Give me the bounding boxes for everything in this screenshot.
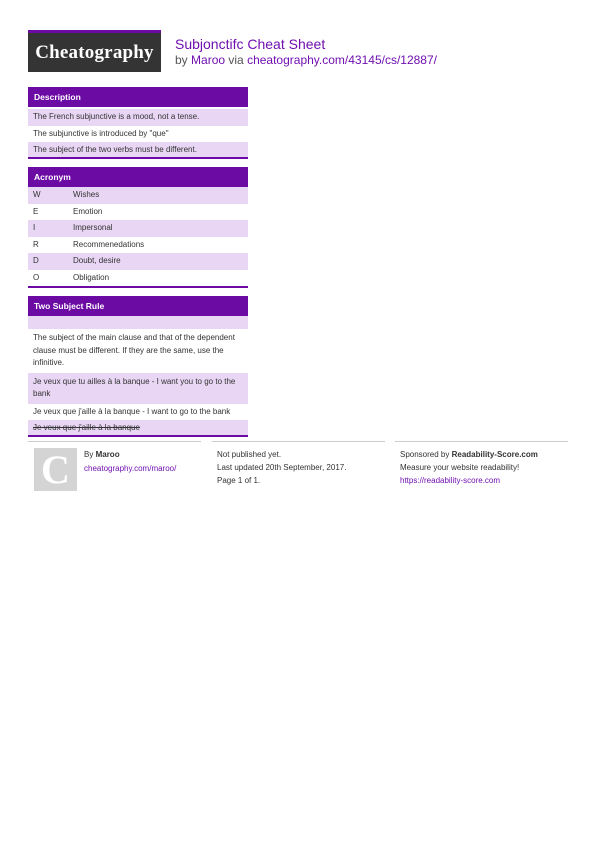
- sponsor-line: [400, 450, 538, 459]
- rule-row-empty: [28, 316, 248, 329]
- last-updated: Last updated 20th September, 2017.: [217, 463, 347, 472]
- publish-status: Not published yet.: [217, 450, 282, 459]
- rule-strikethrough-text: Je veux que j'aille à la banque: [33, 423, 140, 432]
- author-link[interactable]: Maroo: [191, 53, 226, 67]
- sponsor-prefix: Sponsored by: [400, 450, 450, 459]
- two-subject-rule-heading: Two Subject Rule: [28, 296, 248, 316]
- avatar-letter: C: [41, 447, 70, 492]
- sponsor-name: Readability-Score.com: [451, 450, 538, 459]
- footer-divider: [28, 441, 201, 442]
- acronym-letter: I: [33, 223, 36, 232]
- sponsor-tagline: Measure your website readability!: [400, 463, 520, 472]
- rule-row: Je veux que tu ailles à la banque - I want you to go to the bank: [28, 373, 248, 404]
- footer-divider: [395, 441, 568, 442]
- page-number: Page 1 of 1.: [217, 476, 261, 485]
- acronym-row: [28, 253, 248, 270]
- description-row: The subjunctive is introduced by "que": [33, 128, 169, 138]
- acronym-meaning: Obligation: [73, 272, 110, 282]
- page-title: Subjonctifc Cheat Sheet: [175, 36, 326, 52]
- sponsor-url: [400, 476, 500, 485]
- footer-author: [84, 450, 120, 459]
- footer-author-name: Maroo: [95, 450, 120, 459]
- acronym-letter: D: [33, 256, 39, 265]
- rule-row: [28, 420, 248, 437]
- footer-by: By: [84, 450, 94, 459]
- acronym-row: [28, 204, 248, 221]
- byline-via: via: [228, 53, 244, 67]
- cheatography-logo[interactable]: [28, 30, 161, 72]
- acronym-letter: O: [33, 272, 40, 282]
- acronym-letter: R: [33, 239, 39, 249]
- byline-by: by: [175, 53, 188, 67]
- sponsor-link[interactable]: https://readability-score.com: [400, 476, 501, 485]
- acronym-heading: Acronym: [28, 167, 248, 187]
- footer-author-url: [84, 464, 176, 473]
- acronym-letter: E: [33, 206, 39, 216]
- acronym-meaning: Emotion: [73, 206, 103, 216]
- logo-text: Cheatography: [35, 41, 154, 63]
- acronym-row: [28, 187, 248, 204]
- acronym-row: [28, 220, 248, 237]
- rule-row: The subject of the main clause and that of the dependent clause must be different. If they are the same, use the infinitive.: [33, 333, 235, 367]
- footer-divider: [212, 441, 385, 442]
- acronym-meaning: Doubt, desire: [73, 256, 121, 265]
- acronym-letter: W: [33, 190, 41, 199]
- acronym-meaning: Wishes: [73, 190, 100, 199]
- two-subject-rule-section: [28, 296, 248, 437]
- description-row: The French subjunctive is a mood, not a tense.: [28, 109, 248, 126]
- acronym-section: [28, 167, 248, 288]
- byline: [175, 53, 437, 67]
- acronym-meaning: Recommenedations: [73, 239, 145, 249]
- avatar: [34, 448, 77, 491]
- author-profile-link[interactable]: cheatography.com/maroo/: [84, 464, 177, 473]
- sheet-url-link[interactable]: cheatography.com/43145/cs/12887/: [247, 53, 437, 67]
- acronym-row: [28, 270, 248, 289]
- rule-row: Je veux que j'aille à la banque - I want to go to the bank: [33, 406, 231, 416]
- acronym-row: [28, 237, 248, 254]
- description-heading: Description: [28, 87, 248, 107]
- acronym-meaning: Impersonal: [73, 223, 113, 232]
- description-row: The subject of the two verbs must be different.: [28, 142, 248, 159]
- description-section: [28, 87, 248, 159]
